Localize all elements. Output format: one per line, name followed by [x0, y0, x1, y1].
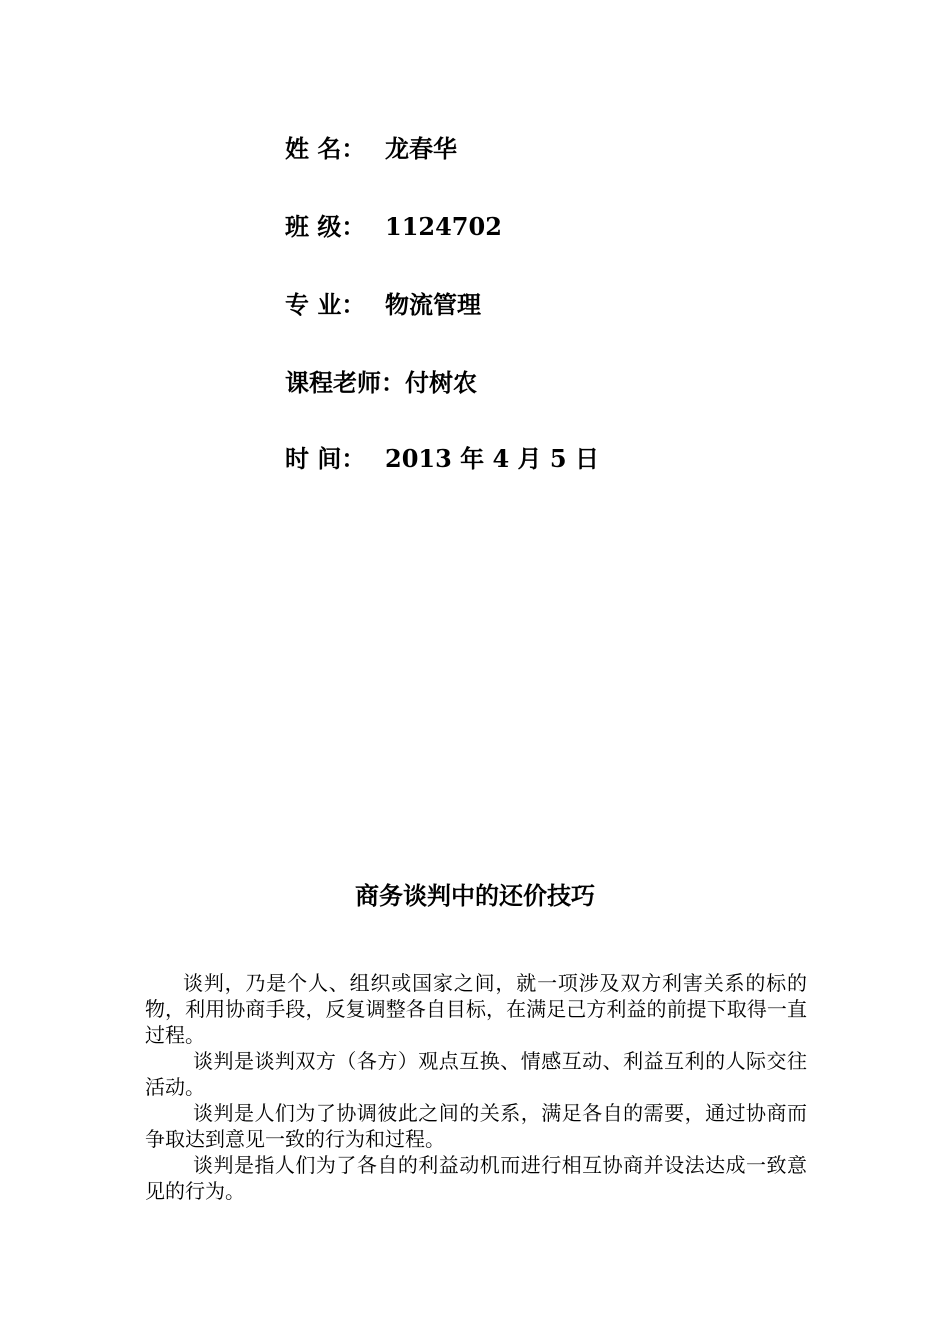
name-label: 姓 名：: [285, 134, 366, 163]
date-label: 时 间：: [285, 444, 366, 473]
major-value: 物流管理: [385, 290, 481, 319]
paragraph: 谈判是人们为了协调彼此之间的关系，满足各自的需要，通过协商而争取达到意见一致的行为和过程。: [145, 1101, 807, 1151]
class-value: 1124702: [385, 212, 502, 241]
paragraph: 谈判是谈判双方（各方）观点互换、情感互动、利益互利的人际交往活动。: [145, 1049, 807, 1099]
teacher-value: 付树农: [405, 368, 477, 397]
paragraph: 谈判，乃是个人、组织或国家之间，就一项涉及双方利害关系的标的物，利用协商手段，反复调整各自目标，在满足己方利益的前提下取得一直过程。: [145, 971, 807, 1047]
teacher-label: 课程老师：: [285, 368, 405, 397]
paragraph: 谈判是指人们为了各自的利益动机而进行相互协商并设法达成一致意见的行为。: [145, 1153, 807, 1203]
info-row-name: [285, 134, 457, 164]
info-row-teacher: [285, 368, 477, 398]
name-value: 龙春华: [385, 134, 457, 163]
info-row-major: [285, 290, 481, 320]
major-label: 专 业：: [285, 290, 366, 319]
date-value: 2013 年 4 月 5 日: [385, 444, 599, 473]
info-row-date: [285, 444, 599, 474]
class-label: 班 级：: [285, 212, 366, 241]
document-title: 商务谈判中的还价技巧: [355, 881, 595, 910]
info-row-class: [285, 212, 502, 242]
body-text: [145, 970, 807, 1204]
